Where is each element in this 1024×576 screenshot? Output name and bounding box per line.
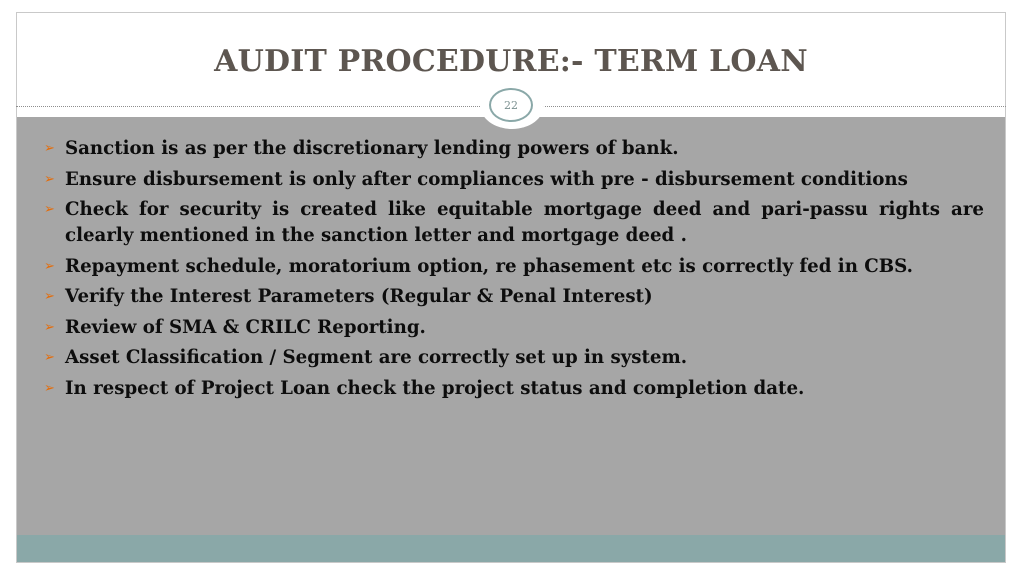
bullet-item [40, 167, 984, 193]
arrow-bullet-icon: ➢ [44, 319, 55, 335]
arrow-bullet-icon: ➢ [44, 289, 55, 304]
bullet-item [40, 345, 984, 371]
slide-title: AUDIT PROCEDURE:- TERM LOAN [214, 44, 808, 79]
page-number: 22 [489, 88, 533, 122]
bullet-list [40, 136, 984, 406]
bullet-item [40, 197, 984, 249]
bullet-text: Sanction is as per the discretionary lending powers of bank. [65, 138, 679, 159]
arrow-bullet-icon: ➢ [44, 141, 55, 156]
arrow-bullet-icon: ➢ [44, 350, 55, 365]
bullet-item [40, 376, 984, 402]
arrow-bullet-icon: ➢ [44, 202, 55, 217]
arrow-bullet-icon: ➢ [44, 258, 55, 274]
bullet-item [40, 136, 984, 162]
arrow-bullet-icon: ➢ [44, 380, 55, 396]
footer-band [17, 535, 1005, 562]
bullet-text: Repayment schedule, moratorium option, re phasement etc is correctly fed in CBS. [65, 255, 913, 277]
arrow-bullet-icon: ➢ [44, 171, 55, 187]
bullet-text: Check for security is created like equitable mortgage deed and pari-passu rights are clearly mentioned in the sanction letter and mortgage deed . [65, 199, 984, 246]
bullet-item [40, 315, 984, 341]
bullet-text: Review of SMA & CRILC Reporting. [65, 316, 426, 338]
bullet-text: Asset Classification / Segment are correctly set up in system. [65, 347, 688, 368]
bullet-item [40, 284, 984, 310]
bullet-text: Ensure disbursement is only after compliances with pre - disbursement conditions [65, 168, 908, 190]
bullet-text: In respect of Project Loan check the project status and completion date. [65, 377, 805, 399]
bullet-item [40, 254, 984, 280]
bullet-text: Verify the Interest Parameters (Regular & Penal Interest) [65, 286, 653, 307]
